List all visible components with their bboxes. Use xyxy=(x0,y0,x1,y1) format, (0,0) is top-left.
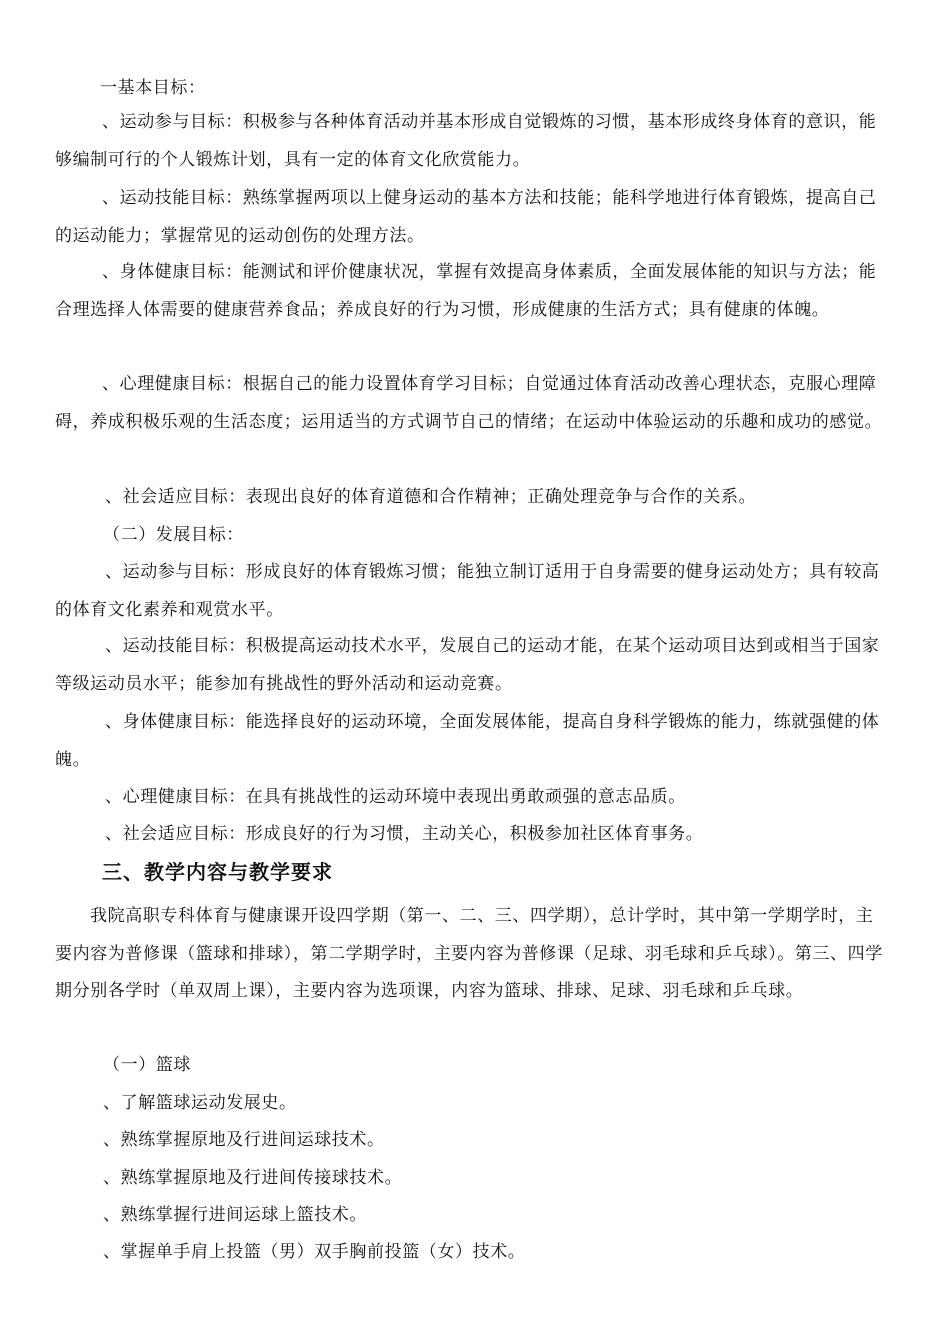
basketball-item: 、熟练掌握原地及行进间传接球技术。 xyxy=(103,1168,403,1188)
basketball-item: 、掌握单手肩上投篮（男）双手胸前投篮（女）技术。 xyxy=(103,1242,526,1262)
development-goal-skills: 、运动技能目标：积极提高运动技术水平，发展自己的运动才能，在某个运动项目达到或相当于国家等级运动员水平；能参加有挑战性的野外活动和运动竞赛。 xyxy=(55,636,880,694)
basic-goal-mental-health: 、心理健康目标：根据自己的能力设置体育学习目标；自觉通过体育活动改善心理状态，克服心理障碍，养成积极乐观的生活态度；运用适当的方式调节自己的情绪；在运动中体验运动的乐趣和成功的感觉。 xyxy=(55,374,883,432)
basic-goal-social-adaptation: 、社会适应目标：表现出良好的体育道德和合作精神；正确处理竞争与合作的关系。 xyxy=(105,487,757,507)
basic-goal-skills: 、运动技能目标：熟练掌握两项以上健身运动的基本方法和技能；能科学地进行体育锻炼，提高自己的运动能力；掌握常见的运动创伤的处理方法。 xyxy=(55,188,877,246)
basketball-item: 、了解篮球运动发展史。 xyxy=(103,1093,297,1113)
basketball-item: 、熟练掌握原地及行进间运球技术。 xyxy=(103,1130,385,1150)
section-three-intro: 我院高职专科体育与健康课开设四学期（第一、二、三、四学期），总计学时，其中第一学期学时，主要内容为普修课（篮球和排球），第二学期学时，主要内容为普修课（足球、羽毛球和乒乓球）。第三、四学期分别各学时（单双周上课），主要内容为选项课，内容为篮球、排球、足球、羽毛球和乒乓球。 xyxy=(55,906,883,1001)
development-goal-social-adaptation: 、社会适应目标：形成良好的行为习惯，主动关心，积极参加社区体育事务。 xyxy=(105,824,704,844)
development-goal-mental-health: 、心理健康目标：在具有挑战性的运动环境中表现出勇敢顽强的意志品质。 xyxy=(105,787,686,807)
basketball-title: （一）篮球 xyxy=(103,1055,191,1075)
basic-goal-physical-health: 、身体健康目标：能测试和评价健康状况，掌握有效提高身体素质，全面发展体能的知识与方法；能合理选择人体需要的健康营养食品；养成良好的行为习惯，形成健康的生活方式；具有健康的体魄。 xyxy=(55,262,877,320)
basic-goals-title: 一基本目标： xyxy=(100,78,206,98)
section-three-heading: 三、教学内容与教学要求 xyxy=(102,860,333,884)
development-goals-title: （二）发展目标： xyxy=(103,525,244,545)
basketball-item: 、熟练掌握行进间运球上篮技术。 xyxy=(103,1205,367,1225)
basic-goal-participation: 、运动参与目标：积极参与各种体育活动并基本形成自觉锻炼的习惯，基本形成终身体育的意识，能够编制可行的个人锻炼计划，具有一定的体育文化欣赏能力。 xyxy=(55,112,877,170)
development-goal-physical-health: 、身体健康目标：能选择良好的运动环境，全面发展体能，提高自身科学锻炼的能力，练就强健的体魄。 xyxy=(55,712,880,770)
development-goal-participation: 、运动参与目标：形成良好的体育锻炼习惯；能独立制订适用于自身需要的健身运动处方；具有较高的体育文化素养和观赏水平。 xyxy=(55,562,880,620)
